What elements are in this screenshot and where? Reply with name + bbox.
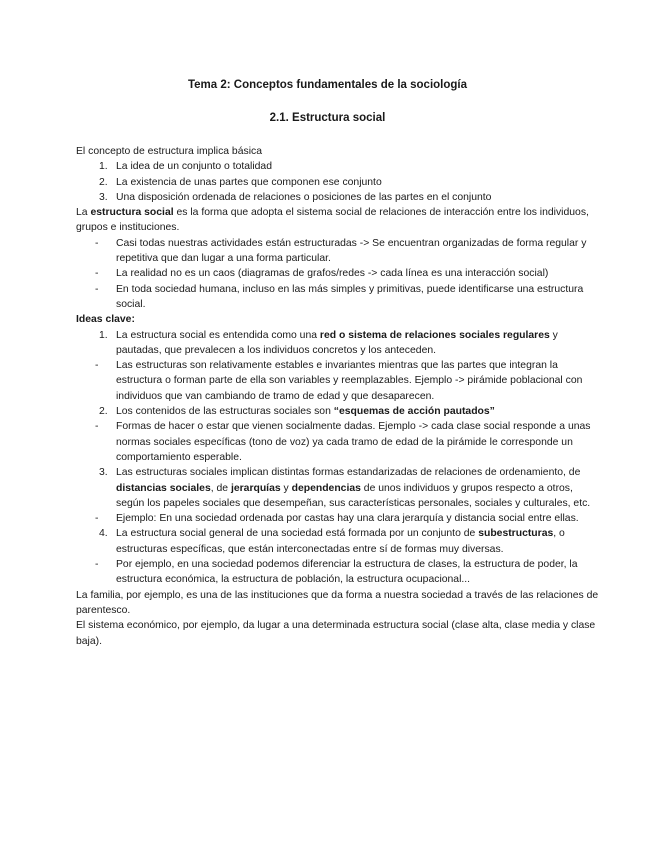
idea-item-4 <box>76 526 599 557</box>
list-marker: 3. <box>99 191 108 203</box>
list-marker: 2. <box>99 406 108 418</box>
idea-emphasis: subestructuras <box>478 528 554 540</box>
bullet-item <box>76 358 599 404</box>
bullet-item <box>76 266 599 281</box>
idea-text: Las estructuras sociales implican distintas formas estandarizadas de relaciones de ordenamiento, de distancias sociales, de jerarquías y dependencias de unos individuos y grupos respecto a otros, según los papeles sociales que desempeñan, sus características personales, sociales y culturales, etc. <box>116 467 591 509</box>
idea-text: Los contenidos de las estructuras sociales son “esquemas de acción pautados” <box>116 406 495 418</box>
idea-item-2 <box>76 404 599 419</box>
list-marker: 1. <box>99 161 108 173</box>
bullet-marker: - <box>95 268 99 280</box>
closing-paragraph: La familia, por ejemplo, es una de las instituciones que da forma a nuestra sociedad a través de las relaciones de parentesco. <box>76 589 599 616</box>
definition-bullets <box>76 236 599 312</box>
definition-pre: La <box>76 207 91 219</box>
list-item-text: La idea de un conjunto o totalidad <box>116 161 272 173</box>
bullet-marker: - <box>95 283 99 295</box>
bullet-text: Por ejemplo, en una sociedad podemos diferenciar la estructura de clases, la estructura de poder, la estructura económica, la estructura de población, la estructura ocupacional... <box>116 559 578 586</box>
ideas-heading: Ideas clave: <box>76 314 135 326</box>
section-title: 2.1. Estructura social <box>269 112 386 124</box>
list-marker: 2. <box>99 176 108 188</box>
list-marker: 3. <box>99 467 108 479</box>
idea-emphasis: jerarquías <box>230 482 281 494</box>
idea-text: La estructura social es entendida como una red o sistema de relaciones sociales regulares y pautadas, que prevalecen a los individuos concretos y los anteceden. <box>116 329 558 356</box>
bullet-marker: - <box>95 360 99 372</box>
bullet-text: Las estructuras son relativamente estables e invariantes mientras que las partes que integran la estructura o forman parte de ella son variables y reemplazables. Ejemplo -> pirámide poblacional con individuos que van cambiando de tramo de edad y que desaparecen. <box>116 360 583 402</box>
bullet-text: La realidad no es un caos (diagramas de grafos/redes -> cada línea es una interacción social) <box>116 268 549 280</box>
bullet-item <box>76 282 599 313</box>
bullet-text: Ejemplo: En una sociedad ordenada por castas hay una clara jerarquía y distancia social entre ellas. <box>116 513 579 525</box>
intro-list <box>76 159 599 205</box>
list-item <box>76 175 599 190</box>
bullet-item <box>76 236 599 267</box>
intro-paragraph: El concepto de estructura implica básica <box>76 146 262 157</box>
idea-item-1 <box>76 328 599 359</box>
list-marker: 1. <box>99 329 108 341</box>
definition-term: estructura social <box>90 207 174 219</box>
bullet-text: Formas de hacer o estar que vienen socialmente dadas. Ejemplo -> cada clase social responde a unas normas sociales específicas (tono de voz) ya cada tramo de edad de la pirámide le corresponde un comportamiento esperable. <box>116 421 591 463</box>
list-item-text: Una disposición ordenada de relaciones o posiciones de las partes en el conjunto <box>116 191 492 203</box>
bullet-item <box>76 419 599 465</box>
bullet-text: En toda sociedad humana, incluso en las más simples y primitivas, puede identificarse una estructura social. <box>116 283 584 310</box>
bullet-marker: - <box>95 559 99 571</box>
definition-post: es la forma que adopta el sistema social de relaciones de interacción entre los individuos, grupos e instituciones. <box>76 207 589 234</box>
bullet-marker: - <box>95 237 99 249</box>
idea-emphasis: “esquemas de acción pautados” <box>333 406 495 418</box>
bullet-marker: - <box>95 421 99 433</box>
page-title: Tema 2: Conceptos fundamentales de la sociología <box>187 79 468 91</box>
idea-item-3 <box>76 465 599 511</box>
idea-emphasis: distancias sociales <box>116 482 211 494</box>
idea-text: La estructura social general de una sociedad está formada por un conjunto de subestructuras, o estructuras específicas, que están interconectadas entre sí de formas muy diversas. <box>116 528 565 555</box>
list-item <box>76 159 599 174</box>
idea-emphasis: red o sistema de relaciones sociales regulares <box>319 329 550 341</box>
closing-paragraph: El sistema económico, por ejemplo, da lugar a una determinada estructura social (clase alta, clase media y clase baja). <box>76 620 596 647</box>
list-item <box>76 190 599 205</box>
list-item-text: La existencia de unas partes que componen ese conjunto <box>116 176 382 188</box>
document-body <box>76 144 599 649</box>
bullet-text: Casi todas nuestras actividades están estructuradas -> Se encuentran organizadas de forma regular y repetitiva que dan lugar a una forma particular. <box>116 237 587 265</box>
definition-paragraph <box>76 205 599 236</box>
idea-emphasis: dependencias <box>291 482 361 494</box>
list-marker: 4. <box>99 528 108 540</box>
bullet-marker: - <box>95 513 99 525</box>
bullet-item <box>76 511 599 526</box>
bullet-item <box>76 557 599 588</box>
